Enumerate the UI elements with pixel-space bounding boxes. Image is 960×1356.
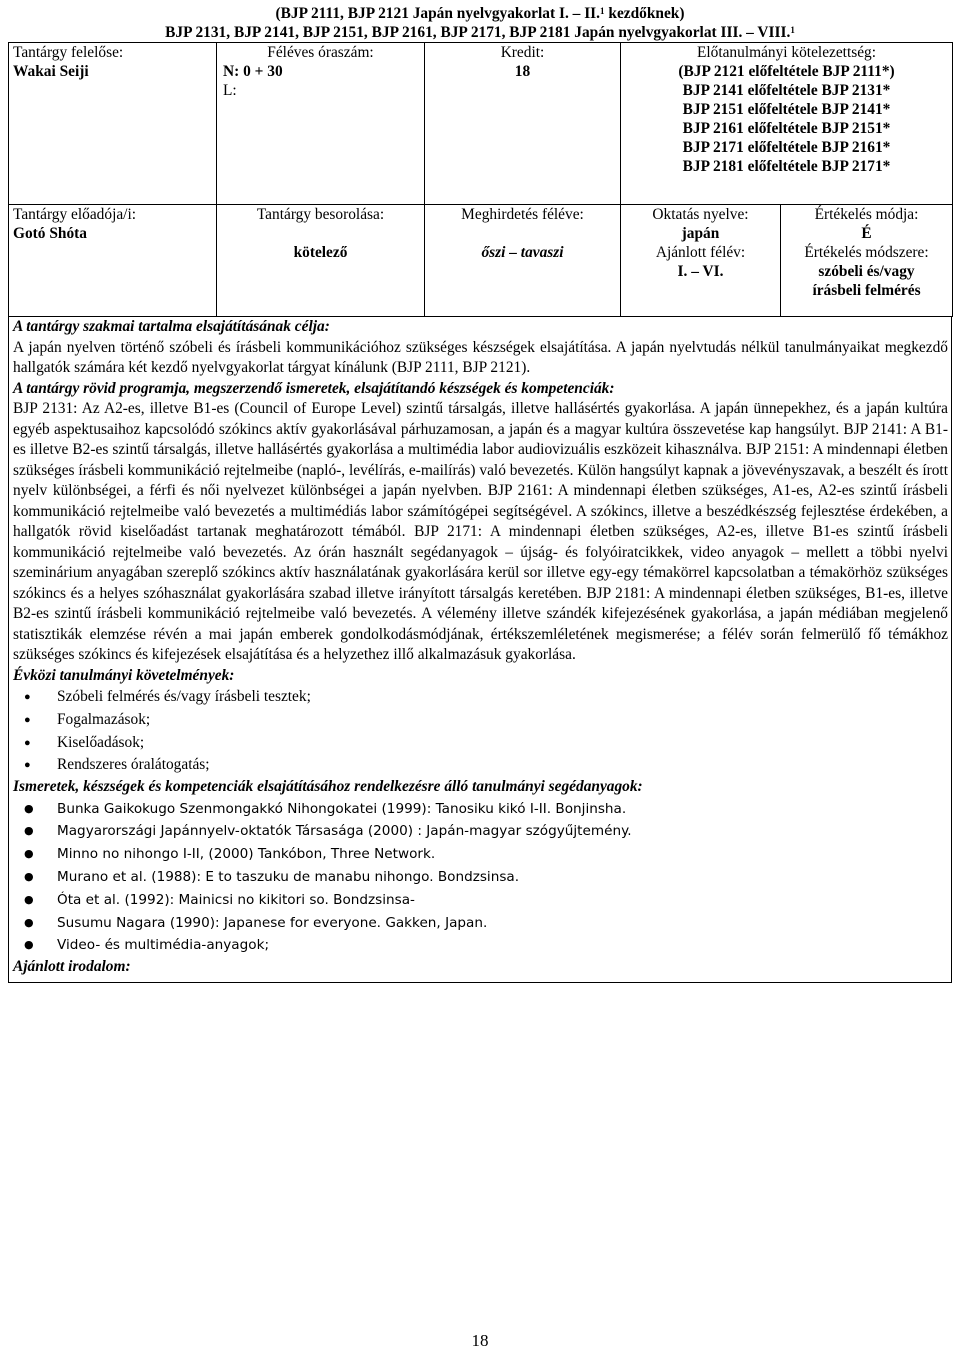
hours-cell	[217, 43, 425, 205]
classification-cell	[217, 205, 425, 317]
credit-value: 18	[514, 63, 531, 80]
list-item: ● Szóbeli felmérés és/vagy írásbeli tesztek;	[13, 686, 948, 709]
page-number: 18	[471, 1331, 489, 1350]
list-item: ● Kiselőadások;	[13, 732, 948, 755]
prerequisite-cell	[621, 43, 953, 205]
goal-text: A japán nyelven történő szóbeli és írásbeli kommunikációhoz szükséges készségek elsajátítása. A japán nyelvtudás nélkül tanulmányaikat megkezdő hallgatók számára két kezdő nyelvgyakorlat tárgyat kínálunk (BJP 2111, BJP 2121).	[13, 338, 948, 376]
responsible-cell	[9, 43, 217, 205]
title-line-1-suffix: kezdőknek)	[604, 5, 685, 22]
assessment-method-label: Értékelés módszere:	[804, 244, 929, 261]
prerequisite-item: BJP 2141 előfeltétele BJP 2131*	[682, 82, 891, 99]
lecturer-cell	[9, 205, 217, 317]
hours-n-value: N: 0 + 30	[223, 63, 283, 80]
credit-cell	[425, 43, 621, 205]
list-item: ● Minno no nihongo I-II, (2000) Tankóbon, Three Network.	[13, 843, 948, 866]
literature-heading: Ajánlott irodalom:	[13, 958, 131, 976]
assessment-method-value: írásbeli felmérés	[812, 282, 921, 299]
classification-label: Tantárgy besorolása:	[256, 206, 385, 223]
list-item: ● Fogalmazások;	[13, 709, 948, 732]
materials-heading: Ismeretek, készségek és kompetenciák elsajátításához rendelkezésre álló tanulmányi segédanyagok:	[13, 778, 643, 796]
materials-list	[13, 798, 948, 958]
prerequisite-item: BJP 2161 előfeltétele BJP 2151*	[682, 120, 891, 137]
title-line-1	[8, 4, 952, 23]
list-item: ● Magyarországi Japánnyelv-oktatók Társasága (2000) : Japán-magyar szógyűjtemény.	[13, 820, 948, 843]
requirements-heading: Évközi tanulmányi követelmények:	[13, 666, 235, 684]
language-label: Oktatás nyelve:	[652, 206, 749, 223]
prerequisite-item: BJP 2171 előfeltétele BJP 2161*	[682, 139, 891, 156]
prerequisite-item: BJP 2151 előfeltétele BJP 2141*	[682, 101, 891, 118]
lecturer-label: Tantárgy előadója/i:	[13, 206, 137, 223]
prerequisite-item: BJP 2181 előfeltétele BJP 2171*	[682, 158, 891, 175]
list-item: ● Murano et al. (1988): E to taszuku de manabu nihongo. Bondzsinsa.	[13, 866, 948, 889]
title-line-1-text: (BJP 2111, BJP 2121 Japán nyelvgyakorlat I. – II.	[275, 5, 601, 22]
language-value: japán	[681, 225, 720, 242]
program-text: BJP 2131: Az A2-es, illetve B1-es (Council of Europe Level) szintű társalgás, illetve hallásértés gyakorlása. A japán ünnepekhez, és a japán kultúra egyéb aspektusaihoz kapcsolódó szókincs aktív gyakorlásával párhuzamosan, a japán és a magyar kultúra összevetése kap hangsúlyt. BJP 2141: A B1-es illetve B2-es szintű társalgás, illetve hallásértés gyakorlása a multimédia labor audiovizuális eszközeit kihasználva. BJP 2151: A mindennapi életben szükséges írásbeli kommunikáció rejtelmeibe (napló-, levélírás, e-mailírás) való bevezetés. Külön hangsúlyt kapnak a jövevényszavak, a beszélt és írott nyelv különbségei, a férfi és női nyelvezet különbségei a japán nyelvben. BJP 2161: A mindennapi életben szükséges, A1-es, A2-es szintű írásbeli kommunikáció rejtelmeibe való bevezetés a multimédiás labor számítógépei segítségével. A szókincs, illetve a beszédkészség fejlesztése érdekében, a hallgatók rövid kiselőadást tartanak meghatározott témából. BJP 2171: A mindennapi életben szükséges, A2-es, illetve B1-es szintű írásbeli kommunikáció rejtelmeibe való bevezetés. Az órán használt segédanyagok – újság- és folyóiratcikkek, video anyagok – mellett a többi nyelvi szeminárium anyagában szereplő szókincs aktív használatának gyakorlására kerül sor illetve egy-egy témakörrel kapcsolatban a témakörhöz szükséges szókincs és a helyes szóhasználat gyakorlására szabad illetve irányított társalgás keretében. BJP 2181: A mindennapi életben szükséges, B1-es, illetve B2-es szintű írásbeli kommunikáció rejtelmeibe való bevezetés. A vélemény illetve szándék kifejezésének gyakorlása, a japán médiában megjelenő statisztikák elemzése révén a mai japán emberek gondolkodásmódjának, értékszemléletének megismerése; a félév során felmerülő fő témákhoz szükséges szókincs és kifejezések elsajátítása és a helyzethez illő alkalmazásuk gyakorlása.	[13, 400, 948, 663]
assessment-cell	[781, 205, 953, 317]
list-item: ● Óta et al. (1992): Mainicsi no kikitori so. Bondzsinsa-	[13, 889, 948, 912]
list-item: ● Susumu Nagara (1990): Japanese for everyone. Gakken, Japan.	[13, 912, 948, 935]
goal-heading: A tantárgy szakmai tartalma elsajátításának célja:	[13, 318, 330, 335]
lecturer-value: Gotó Shóta	[13, 225, 87, 242]
requirements-list	[13, 686, 948, 777]
assessment-method-value: szóbeli és/vagy	[818, 263, 915, 280]
document-page	[8, 4, 952, 983]
list-item: ● Rendszeres óralátogatás;	[13, 754, 948, 777]
program-heading: A tantárgy rövid programja, megszerzendő ismeretek, elsajátítandó készségek és kompetenciák:	[13, 379, 615, 397]
course-description	[8, 317, 952, 983]
hours-l-value: L:	[223, 82, 237, 99]
title-line-2-text: BJP 2131, BJP 2141, BJP 2151, BJP 2161, BJP 2171, BJP 2181 Japán nyelvgyakorlat III. – VIII.	[165, 24, 791, 41]
semester-value: őszi – tavaszi	[481, 244, 564, 261]
title-line-2	[8, 23, 952, 42]
recommended-semester-label: Ajánlott félév:	[655, 244, 746, 261]
recommended-semester-value: I. – VI.	[677, 263, 724, 280]
document-title	[8, 4, 952, 42]
assessment-label: Értékelés módja:	[814, 206, 919, 223]
credit-label: Kredit:	[500, 44, 545, 61]
prerequisite-label: Előtanulmányi kötelezettség:	[696, 44, 877, 61]
list-item: ● Video- és multimédia-anyagok;	[13, 934, 948, 957]
footnote-mark: 1	[600, 6, 605, 16]
semester-cell	[425, 205, 621, 317]
prerequisite-item: (BJP 2121 előfeltétele BJP 2111*)	[678, 63, 895, 80]
semester-label: Meghirdetés féléve:	[461, 206, 584, 223]
hours-label: Féléves óraszám:	[267, 44, 374, 61]
responsible-value: Wakai Seiji	[13, 63, 89, 80]
responsible-label: Tantárgy felelőse:	[13, 44, 124, 61]
language-cell	[621, 205, 781, 317]
assessment-value: É	[861, 225, 872, 242]
footnote-mark: 1	[790, 25, 795, 35]
list-item: ● Bunka Gaikokugo Szenmongakkó Nihongokatei (1999): Tanosiku kikó I-II. Bonjinsha.	[13, 798, 948, 821]
course-info-table	[8, 42, 953, 317]
classification-value: kötelező	[293, 244, 348, 261]
